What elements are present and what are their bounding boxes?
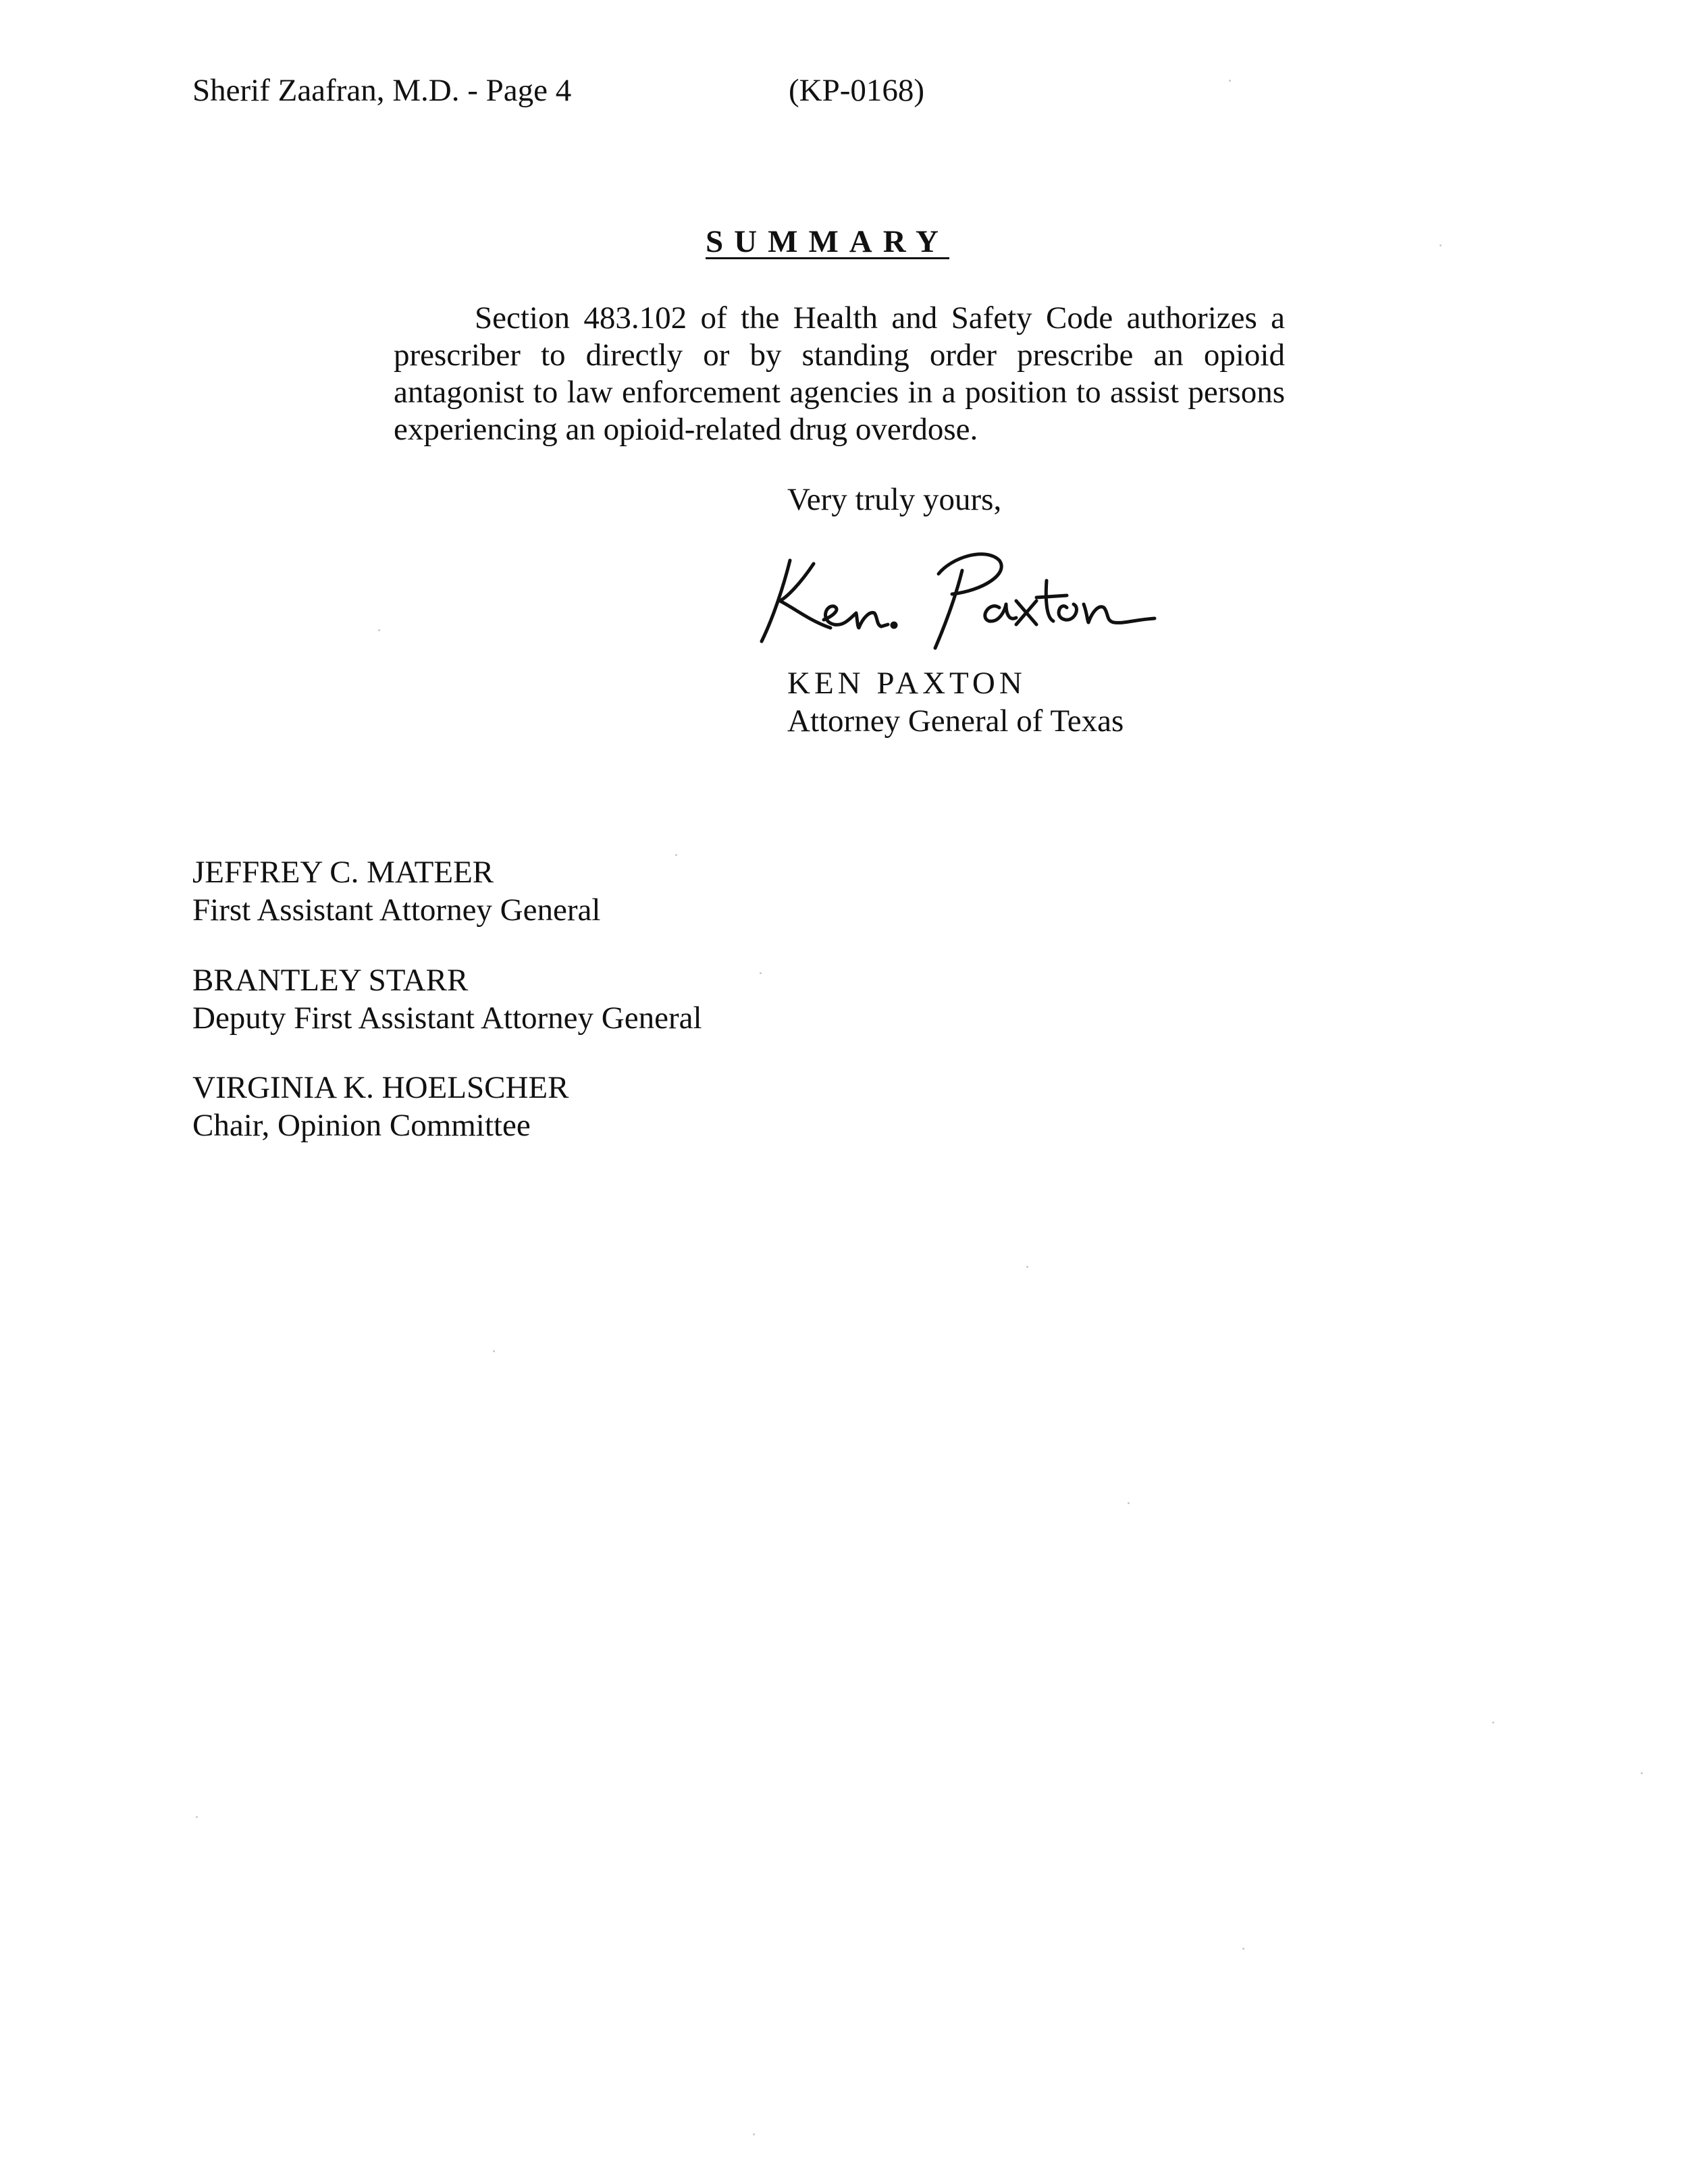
scan-speck [1128,1502,1130,1504]
scan-speck [675,854,677,856]
signature-image [749,533,1182,655]
staff-name: BRANTLEY STARR [192,963,469,998]
staff-name: VIRGINIA K. HOELSCHER [192,1070,569,1105]
scan-speck [1229,80,1231,82]
signer-title: Attorney General of Texas [787,703,1124,739]
summary-paragraph: Section 483.102 of the Health and Safety Code authorizes a prescriber to directly or by standing order prescribe an opioid antagonist to law enforcement agencies in a position to assist persons experiencing an opioid-related drug overdose. [394,300,1285,447]
scan-speck [1440,244,1442,246]
scan-speck [378,629,380,631]
closing-salutation: Very truly yours, [787,482,1002,517]
scan-speck [1641,1772,1643,1774]
page-header-opinion-number: (KP-0168) [789,73,925,108]
page-header-recipient: Sherif Zaafran, M.D. - Page 4 [192,73,572,108]
staff-title: Chair, Opinion Committee [192,1108,531,1143]
scan-speck [760,972,762,974]
staff-name: JEFFREY C. MATEER [192,855,494,890]
scan-speck [1492,1722,1494,1724]
summary-heading: SUMMARY [706,224,949,259]
staff-title: First Assistant Attorney General [192,893,601,928]
scan-speck [196,1816,198,1818]
staff-title: Deputy First Assistant Attorney General [192,1001,702,1036]
signer-name: KEN PAXTON [787,666,1026,701]
scan-speck [1242,1948,1244,1950]
scan-speck [493,1350,495,1352]
scan-speck [753,2133,755,2135]
scan-speck [1026,1266,1028,1268]
